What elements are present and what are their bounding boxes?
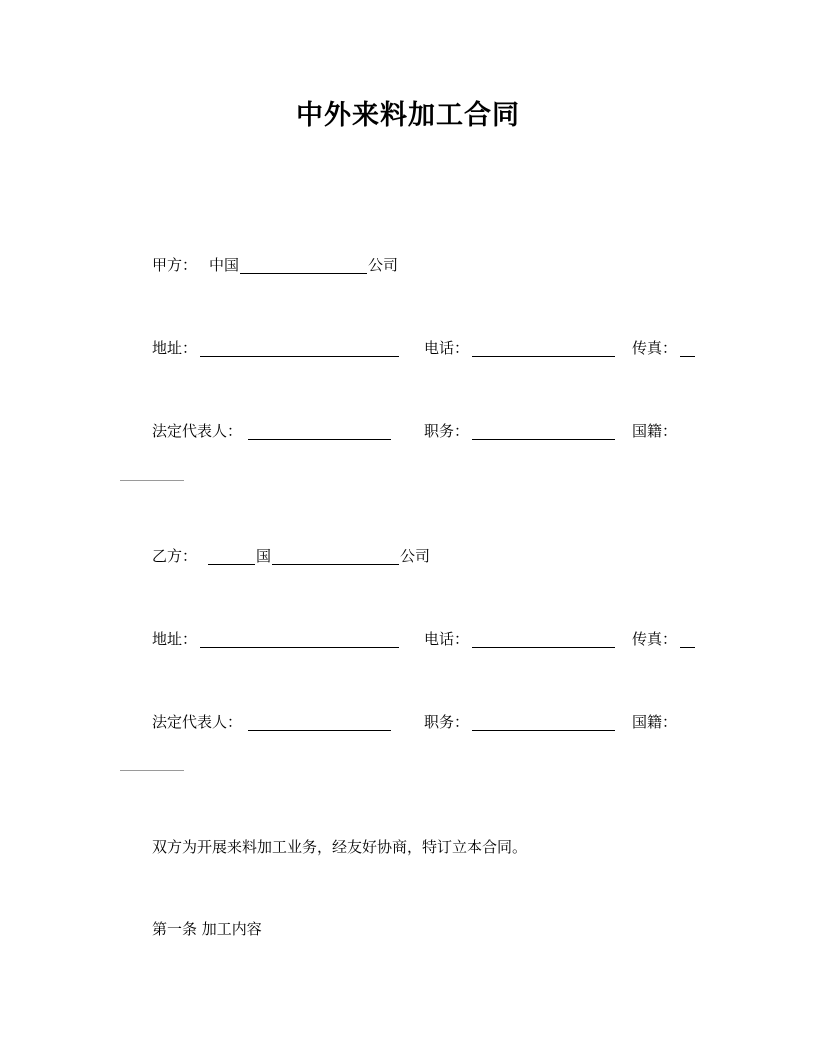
party-a-phone-label: 电话： <box>424 339 470 357</box>
party-a-phone-field[interactable] <box>472 356 615 357</box>
party-b-country-field[interactable] <box>208 564 255 565</box>
party-b-phone-label: 电话： <box>424 630 470 648</box>
intro-paragraph: 双方为开展来料加工业务，经友好协商，特订立本合同。 <box>152 838 528 856</box>
party-a-rep-line <box>152 420 712 442</box>
party-a-position-label: 职务： <box>424 422 470 440</box>
party-b-nationality-field[interactable] <box>120 770 184 771</box>
party-b-company-suffix: 公司 <box>400 547 431 565</box>
article-1-heading: 第一条 加工内容 <box>152 920 262 938</box>
party-b-position-label: 职务： <box>424 713 470 731</box>
party-a-country-prefix: 中国 <box>209 256 240 274</box>
party-a-address-label: 地址： <box>152 339 198 357</box>
party-b-label: 乙方： <box>152 547 198 565</box>
party-a-legal-rep-label: 法定代表人： <box>152 422 243 440</box>
party-b-nationality-label: 国籍： <box>632 713 678 731</box>
party-a-company-name-field[interactable] <box>240 273 367 274</box>
party-b-company-name-field[interactable] <box>272 564 399 565</box>
party-a-address-field[interactable] <box>200 356 399 357</box>
party-a-fax-field[interactable] <box>680 356 695 357</box>
party-b-address-field[interactable] <box>200 647 399 648</box>
party-b-line <box>152 545 712 567</box>
party-a-line <box>152 254 712 276</box>
party-b-legal-rep-field[interactable] <box>248 730 391 731</box>
party-b-fax-field[interactable] <box>680 647 695 648</box>
document-title: 中外来料加工合同 <box>296 100 520 131</box>
party-b-legal-rep-label: 法定代表人： <box>152 713 243 731</box>
party-b-fax-label: 传真： <box>632 630 678 648</box>
party-b-country-suffix: 国 <box>256 547 272 565</box>
party-a-fax-label: 传真： <box>632 339 678 357</box>
party-a-company-suffix: 公司 <box>368 256 399 274</box>
party-b-position-field[interactable] <box>472 730 615 731</box>
party-a-nationality-field[interactable] <box>120 480 184 481</box>
party-a-legal-rep-field[interactable] <box>248 439 391 440</box>
party-b-phone-field[interactable] <box>472 647 615 648</box>
party-a-contact-line <box>152 337 712 359</box>
party-a-nationality-label: 国籍： <box>632 422 678 440</box>
party-b-contact-line <box>152 628 712 650</box>
party-a-position-field[interactable] <box>472 439 615 440</box>
party-b-address-label: 地址： <box>152 630 198 648</box>
party-a-label: 甲方： <box>152 256 198 274</box>
party-b-rep-line <box>152 711 712 733</box>
